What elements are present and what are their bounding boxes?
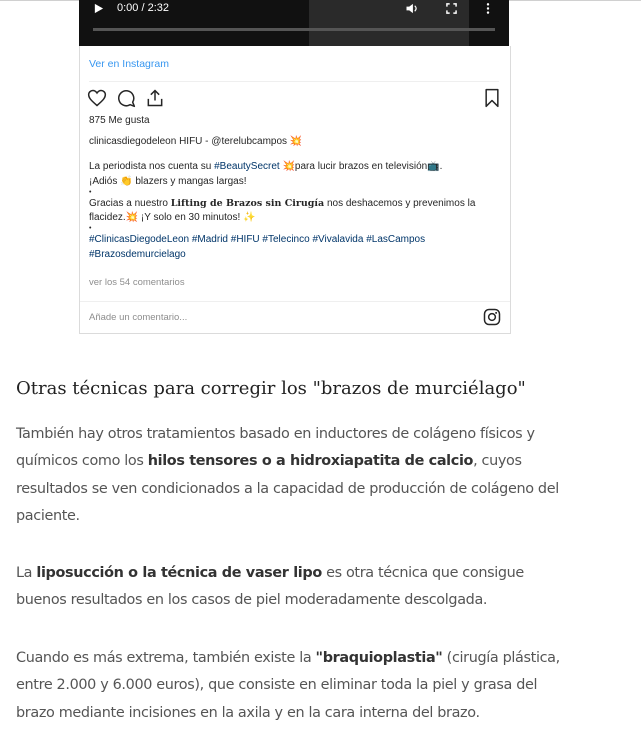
- paragraph-text: Cuando es más extrema, también existe la: [16, 650, 316, 666]
- play-icon[interactable]: [93, 3, 104, 14]
- view-comments-link[interactable]: ver los 54 comentarios: [89, 277, 185, 288]
- paragraph-text: La: [16, 565, 37, 581]
- paragraph-bold: hilos tensores o a hidroxiapatita de calcio: [147, 453, 474, 470]
- caption-text: La periodista nos cuenta su: [89, 161, 215, 173]
- paragraph-bold: "braquioplastia": [315, 650, 443, 666]
- caption-username[interactable]: clinicasdiegodeleon: [89, 136, 177, 147]
- hashtags-line[interactable]: #Brazosdemurcielago: [89, 248, 186, 260]
- share-icon[interactable]: [145, 88, 165, 108]
- article-paragraph: [16, 560, 576, 615]
- caption-text: nos deshacemos y prevenimos la: [324, 197, 476, 209]
- bookmark-icon[interactable]: [482, 88, 502, 108]
- heart-icon[interactable]: [87, 88, 107, 108]
- caption-line1: HIFU - @terelubcampos 💥: [176, 136, 303, 147]
- paragraph-bold: liposucción o la técnica de vaser lipo: [36, 565, 322, 581]
- comment-icon[interactable]: [116, 88, 136, 108]
- article-paragraph: [16, 421, 576, 531]
- caption-bold: Lifting de Brazos sin Cirugía: [170, 197, 325, 209]
- instagram-embed-card: [79, 46, 511, 334]
- caption-text: 💥para lucir brazos en televisión📺.: [279, 161, 443, 173]
- video-progress-track[interactable]: [93, 28, 495, 31]
- fullscreen-icon[interactable]: [446, 3, 457, 14]
- divider: [80, 301, 510, 302]
- video-time: 0:00 / 2:32: [117, 2, 169, 14]
- video-frame: [309, 0, 469, 46]
- paragraph-text: es otra técnica que consigue buenos resultados en los casos de piel moderadamente descolgada.: [16, 565, 524, 609]
- article-paragraph: [16, 645, 576, 727]
- likes-count: 875 Me gusta: [89, 115, 150, 126]
- paragraph-text: (cirugía plástica, entre 2.000 y 6.000 euros), que consiste en eliminar toda la piel y grasa del brazo mediante incisiones en la axila y en la cara interna del brazo.: [16, 650, 560, 721]
- more-vertical-icon[interactable]: [486, 3, 490, 14]
- add-comment-input[interactable]: Añade un comentario...: [89, 312, 188, 323]
- paragraph-text: , cuyos resultados se ven condicionados a la capacidad de producción de colágeno del paciente.: [16, 453, 559, 525]
- hashtag-link[interactable]: #BeautySecret: [214, 161, 280, 173]
- caption-text: Gracias a nuestro: [89, 197, 171, 209]
- volume-icon[interactable]: [405, 3, 419, 14]
- caption-dot: •: [89, 225, 92, 233]
- instagram-logo-icon[interactable]: [483, 308, 501, 326]
- hashtags-line[interactable]: #ClinicasDiegodeLeon #Madrid #HIFU #Telecinco #Vivalavida #LasCampos: [89, 234, 426, 246]
- divider: [89, 81, 499, 82]
- section-heading: Otras técnicas para corregir los "brazos de murciélago": [16, 378, 526, 399]
- paragraph-text: También hay otros tratamientos basado en inductores de colágeno físicos y químicos como los: [16, 426, 535, 470]
- video-player[interactable]: [79, 0, 509, 46]
- caption-line5: flacidez.💥 ¡Y solo en 30 minutos! ✨: [89, 212, 256, 224]
- caption-line3: ¡Adiós 👏 blazers y mangas largas!: [89, 175, 247, 187]
- view-on-instagram-link[interactable]: Ver en Instagram: [89, 58, 169, 70]
- caption-dot: •: [89, 188, 92, 196]
- post-caption: [89, 135, 501, 262]
